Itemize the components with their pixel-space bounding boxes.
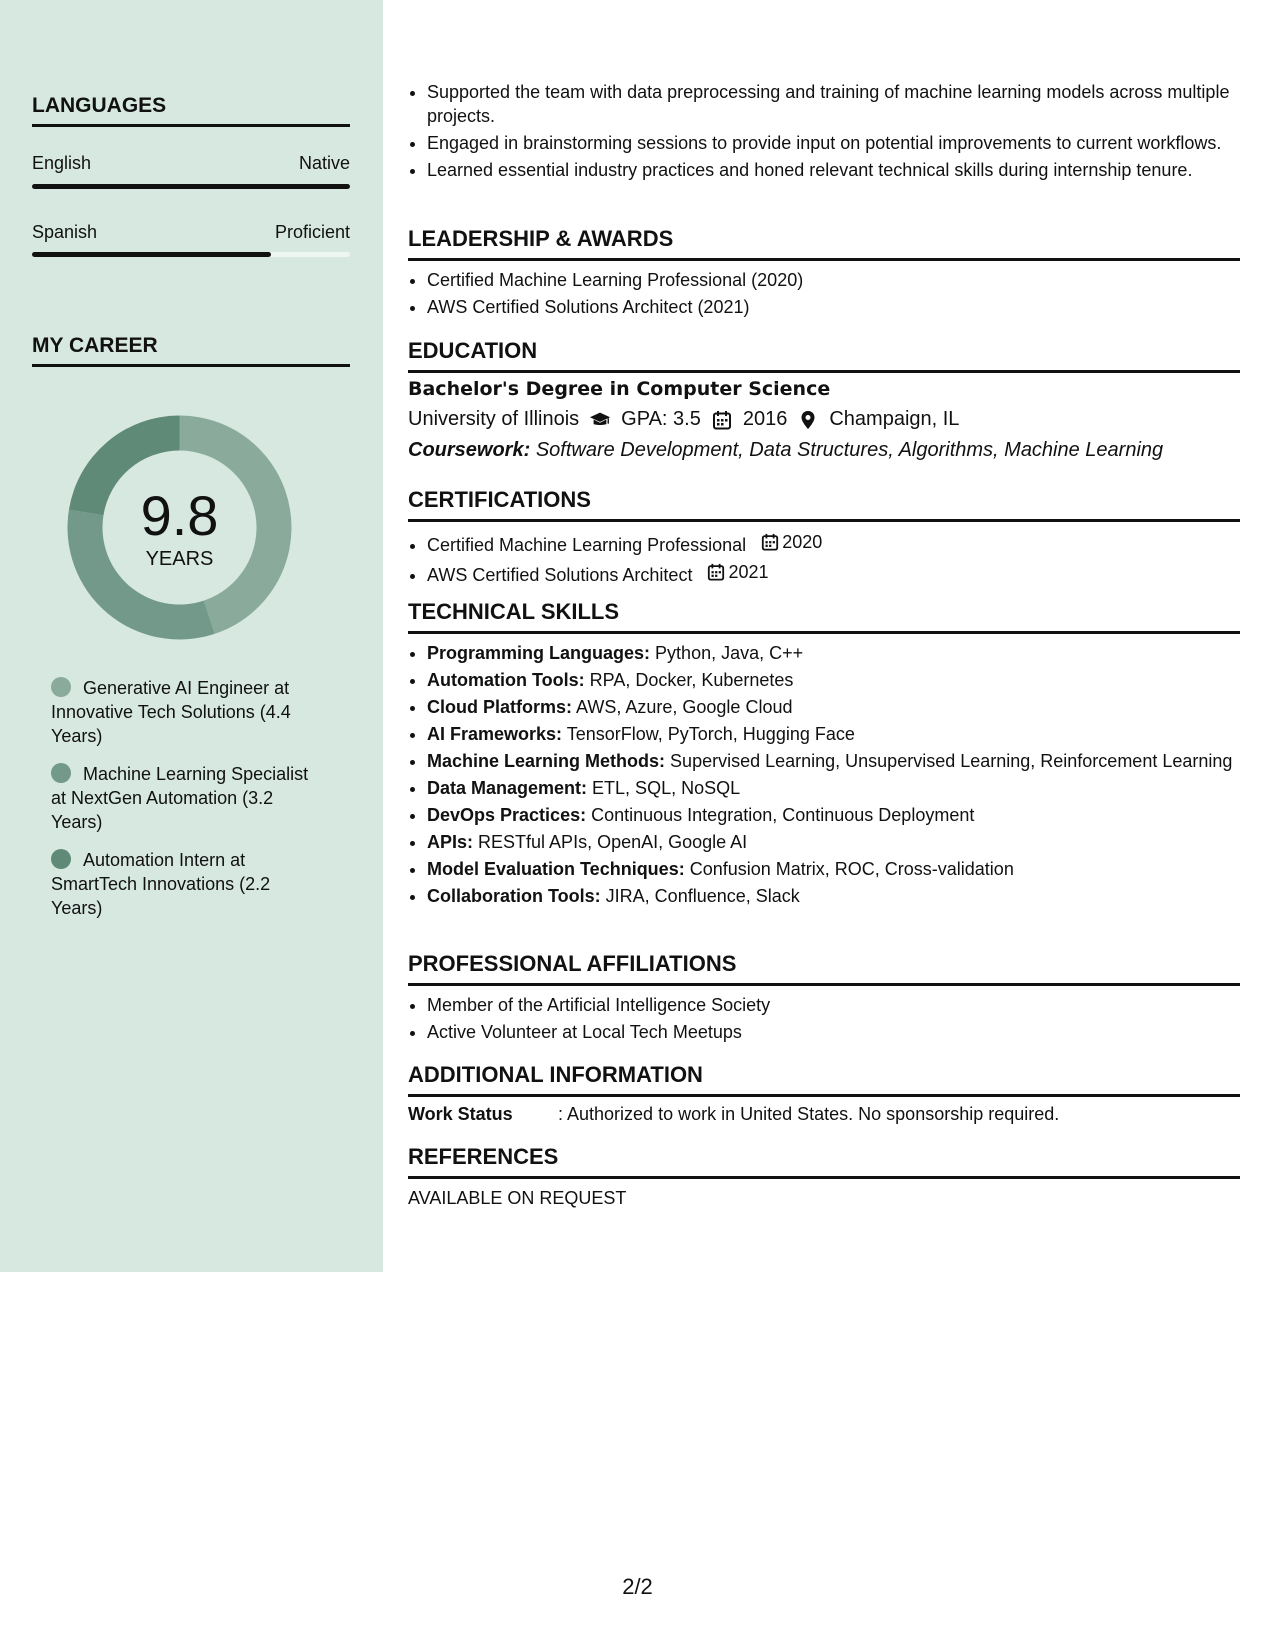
language-row-english [32, 153, 350, 174]
graduation-cap-icon [589, 410, 611, 430]
list-item: • Engaged in brainstorming sessions to provide input on potential improvements to current workflows. [427, 131, 1240, 155]
list-item: • Member of the Artificial Intelligence Society [427, 993, 1240, 1017]
languages-heading: LANGUAGES [32, 94, 350, 127]
references-heading: REFERENCES [408, 1144, 1240, 1179]
language-bar-spanish [32, 252, 350, 257]
education-degree: Bachelor's Degree in Computer Science [408, 378, 831, 400]
career-item-text: Automation Intern at SmartTech Innovations (2.2 Years) [51, 850, 271, 918]
list-item [427, 560, 1240, 587]
language-bar-english [32, 184, 350, 189]
education-year: 2016 [742, 408, 788, 430]
skills-heading: TECHNICAL SKILLS [408, 599, 1240, 634]
references-text: AVAILABLE ON REQUEST [408, 1188, 627, 1208]
certifications-list [408, 530, 1240, 590]
list-item [427, 884, 1240, 908]
calendar-icon [711, 410, 733, 430]
career-item [51, 676, 326, 748]
skill-value: RESTful APIs, OpenAI, Google AI [478, 832, 748, 852]
career-item [51, 848, 326, 920]
education-location: Champaign, IL [829, 408, 960, 430]
affiliations-list [408, 993, 1240, 1047]
skills-list [408, 641, 1240, 911]
list-item: • Learned essential industry practices and honed relevant technical skills during internship tenure. [427, 158, 1240, 182]
skill-label: Programming Languages: [427, 643, 651, 663]
skill-value: ETL, SQL, NoSQL [592, 778, 741, 798]
work-status-value: : Authorized to work in United States. No sponsorship required. [558, 1104, 1060, 1124]
skill-label: Automation Tools: [427, 670, 585, 690]
leadership-heading: LEADERSHIP & AWARDS [408, 226, 1240, 261]
career-legend-dot [51, 849, 71, 869]
skill-value: TensorFlow, PyTorch, Hugging Face [566, 724, 855, 744]
language-level: Proficient [274, 222, 350, 242]
education-details [408, 408, 959, 431]
list-item [427, 668, 1240, 692]
language-row-spanish [32, 222, 350, 243]
skill-label: Data Management: [427, 778, 588, 798]
certifications-heading: CERTIFICATIONS [408, 487, 1240, 522]
skill-value: Supervised Learning, Unsupervised Learning, Reinforcement Learning [670, 751, 1233, 771]
list-item [427, 776, 1240, 800]
skill-label: AI Frameworks: [427, 724, 563, 744]
career-item [51, 762, 326, 834]
career-legend-dot [51, 763, 71, 783]
education-heading: EDUCATION [408, 338, 1240, 373]
cert-year: 2021 [728, 562, 769, 582]
work-status-row [408, 1104, 1059, 1125]
list-item [427, 641, 1240, 665]
language-name: Spanish [32, 222, 98, 242]
list-item [427, 803, 1240, 827]
list-item: • Supported the team with data preprocessing and training of machine learning models across multiple projects. [427, 80, 1240, 128]
list-item [427, 830, 1240, 854]
education-coursework [408, 439, 1163, 462]
career-item-text: Machine Learning Specialist at NextGen Automation (3.2 Years) [51, 764, 309, 832]
list-item [427, 530, 1240, 557]
career-total-unit: YEARS [145, 548, 214, 570]
career-total-number: 9.8 [140, 484, 219, 547]
experience-bullets [408, 80, 1240, 185]
list-item [427, 749, 1240, 773]
coursework-label: Coursework: [408, 439, 531, 461]
coursework-value: Software Development, Data Structures, Algorithms, Machine Learning [535, 439, 1164, 461]
list-item [427, 695, 1240, 719]
language-bar-fill [32, 252, 271, 257]
calendar-icon [707, 563, 725, 581]
skill-label: Collaboration Tools: [427, 886, 601, 906]
skill-value: Continuous Integration, Continuous Deployment [591, 805, 975, 825]
career-legend-dot [51, 677, 71, 697]
work-status-label: Work Status [408, 1104, 513, 1124]
skill-label: Cloud Platforms: [427, 697, 573, 717]
page-number: 2/2 [622, 1574, 653, 1599]
sidebar [0, 0, 383, 1272]
cert-date [761, 530, 822, 554]
list-item [427, 722, 1240, 746]
cert-name: Certified Machine Learning Professional [427, 535, 747, 555]
affiliations-heading: PROFESSIONAL AFFILIATIONS [408, 951, 1240, 986]
skill-label: Model Evaluation Techniques: [427, 859, 685, 879]
skill-label: DevOps Practices: [427, 805, 587, 825]
location-pin-icon [797, 410, 819, 430]
skill-value: Confusion Matrix, ROC, Cross-validation [689, 859, 1014, 879]
career-total [67, 485, 292, 571]
skill-value: Python, Java, C++ [655, 643, 804, 663]
list-item: • Active Volunteer at Local Tech Meetups [427, 1020, 1240, 1044]
career-item-text: Generative AI Engineer at Innovative Tech Solutions (4.4 Years) [51, 678, 291, 746]
skill-label: Machine Learning Methods: [427, 751, 666, 771]
language-name: English [32, 153, 92, 173]
skill-value: AWS, Azure, Google Cloud [576, 697, 793, 717]
career-heading: MY CAREER [32, 334, 350, 367]
cert-date [707, 560, 768, 584]
language-level: Native [298, 153, 350, 173]
education-school: University of Illinois [408, 408, 580, 430]
skill-value: JIRA, Confluence, Slack [605, 886, 800, 906]
calendar-icon [761, 533, 779, 551]
list-item: • Certified Machine Learning Professional (2020) [427, 268, 1240, 292]
education-gpa: GPA: 3.5 [621, 408, 701, 430]
cert-year: 2020 [782, 532, 823, 552]
skill-value: RPA, Docker, Kubernetes [589, 670, 794, 690]
list-item: • AWS Certified Solutions Architect (2021) [427, 295, 1240, 319]
leadership-list [408, 268, 1240, 322]
additional-info-heading: ADDITIONAL INFORMATION [408, 1062, 1240, 1097]
cert-name: AWS Certified Solutions Architect [427, 565, 693, 585]
list-item [427, 857, 1240, 881]
skill-label: APIs: [427, 832, 474, 852]
language-bar-fill [32, 184, 350, 189]
